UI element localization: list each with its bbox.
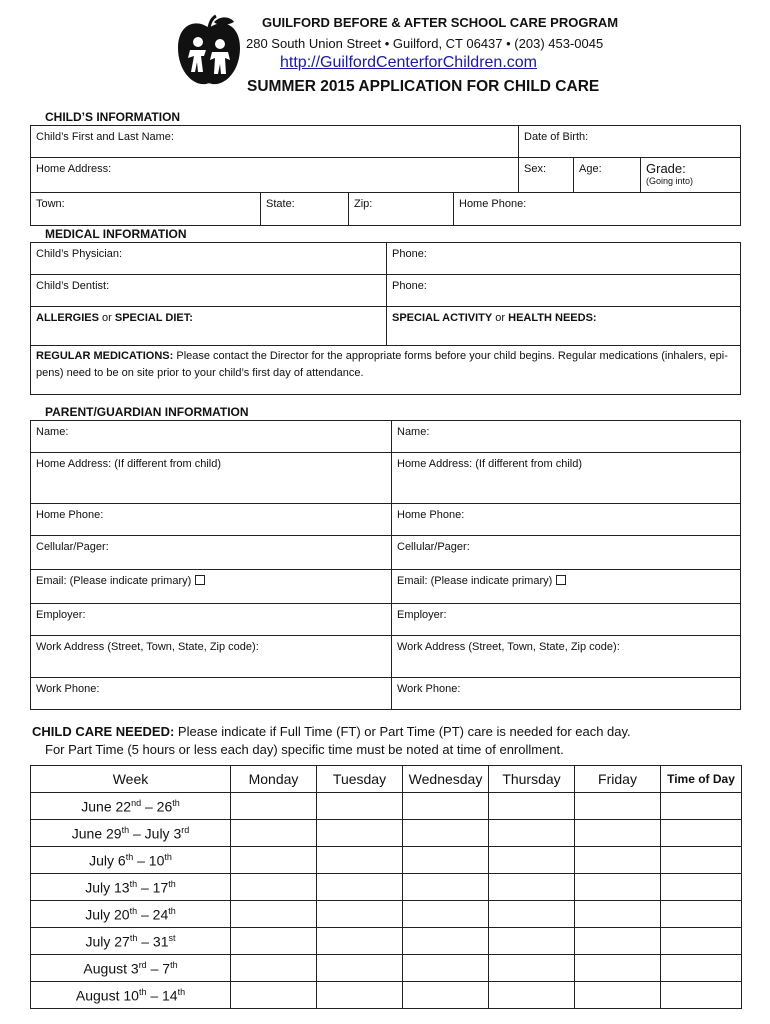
parent2-cell-label: Cellular/Pager: bbox=[397, 541, 470, 553]
age-field[interactable] bbox=[573, 157, 641, 193]
allergies-label: ALLERGIES bbox=[36, 312, 99, 324]
ordinal-suffix: rd bbox=[181, 824, 190, 835]
grade-field[interactable] bbox=[640, 157, 741, 193]
parent1-address-label: Home Address: (If different from child) bbox=[36, 458, 222, 470]
wednesday-cell[interactable] bbox=[403, 793, 489, 820]
friday-cell[interactable] bbox=[575, 928, 661, 955]
week-date-text: July 13 bbox=[85, 879, 130, 896]
parent1-name-field[interactable] bbox=[30, 420, 392, 453]
grade-label: Grade: bbox=[646, 161, 686, 176]
week-cell bbox=[31, 955, 231, 982]
state-label: State: bbox=[266, 198, 295, 210]
wednesday-header: Wednesday bbox=[403, 766, 489, 793]
table-row bbox=[31, 982, 742, 1009]
week-cell bbox=[31, 820, 231, 847]
ordinal-suffix: th bbox=[168, 878, 176, 889]
special-activity-field[interactable] bbox=[386, 306, 741, 346]
dentist-field[interactable] bbox=[30, 274, 387, 307]
week-date-text: July 27 bbox=[85, 933, 130, 950]
dob-label: Date of Birth: bbox=[524, 131, 589, 143]
care-needed-line1 bbox=[32, 724, 631, 739]
child-address-field[interactable] bbox=[30, 157, 519, 193]
friday-cell[interactable] bbox=[575, 793, 661, 820]
week-date-text: – July 3 bbox=[129, 825, 182, 842]
parent1-cell-label: Cellular/Pager: bbox=[36, 541, 109, 553]
tuesday-header: Tuesday bbox=[317, 766, 403, 793]
sex-field[interactable] bbox=[518, 157, 574, 193]
monday-header: Monday bbox=[231, 766, 317, 793]
town-label: Town: bbox=[36, 198, 65, 210]
parent2-work-phone-label: Work Phone: bbox=[397, 683, 461, 695]
allergies-or: or bbox=[98, 312, 115, 324]
parent1-email-field[interactable] bbox=[30, 569, 392, 604]
friday-cell[interactable] bbox=[575, 847, 661, 874]
wednesday-cell[interactable] bbox=[403, 928, 489, 955]
tuesday-cell[interactable] bbox=[317, 874, 403, 901]
parent2-name-label: Name: bbox=[397, 426, 430, 438]
ordinal-suffix: th bbox=[125, 851, 134, 862]
special-diet-label: SPECIAL DIET: bbox=[114, 312, 193, 324]
medical-info-heading: MEDICAL INFORMATION bbox=[45, 227, 187, 241]
org-address: 280 South Union Street • Guilford, CT 06437 • (203) 453-0045 bbox=[246, 36, 604, 51]
week-date-text: – 17 bbox=[137, 879, 169, 896]
state-field[interactable] bbox=[260, 192, 349, 226]
care-needed-heading: CHILD CARE NEEDED: bbox=[32, 724, 175, 739]
friday-cell[interactable] bbox=[575, 982, 661, 1009]
table-row bbox=[31, 874, 742, 901]
parent1-work-phone-field[interactable] bbox=[30, 677, 392, 710]
dentist-phone-field[interactable] bbox=[386, 274, 741, 307]
monday-cell[interactable] bbox=[231, 982, 317, 1009]
week-cell bbox=[31, 901, 231, 928]
thursday-cell[interactable] bbox=[489, 901, 575, 928]
monday-cell[interactable] bbox=[231, 874, 317, 901]
thursday-cell[interactable] bbox=[489, 820, 575, 847]
friday-header: Friday bbox=[575, 766, 661, 793]
parent2-employer-label: Employer: bbox=[397, 609, 447, 621]
grade-note: (Going into) bbox=[646, 176, 694, 186]
week-date-text: – 24 bbox=[137, 906, 169, 923]
regular-medications-label: REGULAR MEDICATIONS: bbox=[36, 350, 174, 362]
week-cell bbox=[31, 982, 231, 1009]
wednesday-cell[interactable] bbox=[403, 955, 489, 982]
parent1-work-phone-label: Work Phone: bbox=[36, 683, 100, 695]
physician-phone-field[interactable] bbox=[386, 242, 741, 275]
tuesday-cell[interactable] bbox=[317, 847, 403, 874]
age-label: Age: bbox=[579, 163, 602, 175]
tuesday-cell[interactable] bbox=[317, 793, 403, 820]
table-row bbox=[31, 928, 742, 955]
tuesday-cell[interactable] bbox=[317, 928, 403, 955]
parent1-employer-field[interactable] bbox=[30, 603, 392, 636]
apple-children-logo bbox=[176, 14, 242, 88]
ordinal-suffix: th bbox=[170, 959, 178, 970]
parent2-home-phone-field[interactable] bbox=[391, 503, 741, 536]
zip-label: Zip: bbox=[354, 198, 373, 210]
child-name-field[interactable] bbox=[30, 125, 519, 158]
week-date-text: – 7 bbox=[146, 960, 171, 977]
monday-cell[interactable] bbox=[231, 820, 317, 847]
parent2-work-address-label: Work Address (Street, Town, State, Zip code): bbox=[397, 641, 620, 653]
monday-cell[interactable] bbox=[231, 847, 317, 874]
care-needed-text1: Please indicate if Full Time (FT) or Part Time (PT) care is needed for each day. bbox=[174, 724, 631, 739]
parent2-work-address-field[interactable] bbox=[391, 635, 741, 678]
zip-field[interactable] bbox=[348, 192, 454, 226]
thursday-cell[interactable] bbox=[489, 874, 575, 901]
thursday-cell[interactable] bbox=[489, 847, 575, 874]
physician-label: Child’s Physician: bbox=[36, 248, 123, 260]
tuesday-cell[interactable] bbox=[317, 955, 403, 982]
week-cell bbox=[31, 793, 231, 820]
week-date-text: July 6 bbox=[89, 852, 126, 869]
ordinal-suffix: th bbox=[168, 905, 176, 916]
ordinal-suffix: nd bbox=[131, 797, 142, 808]
time-of-day-cell[interactable] bbox=[661, 847, 742, 874]
time-of-day-cell[interactable] bbox=[661, 874, 742, 901]
friday-cell[interactable] bbox=[575, 901, 661, 928]
time-of-day-cell[interactable] bbox=[661, 793, 742, 820]
time-of-day-cell[interactable] bbox=[661, 820, 742, 847]
website-link[interactable]: http://GuilfordCenterforChildren.com bbox=[280, 54, 537, 71]
parent2-name-field[interactable] bbox=[391, 420, 741, 453]
town-field[interactable] bbox=[30, 192, 261, 226]
dentist-label: Child’s Dentist: bbox=[36, 280, 110, 292]
friday-cell[interactable] bbox=[575, 874, 661, 901]
parent2-work-phone-field[interactable] bbox=[391, 677, 741, 710]
ordinal-suffix: rd bbox=[138, 959, 147, 970]
dentist-phone-label: Phone: bbox=[392, 280, 427, 292]
monday-cell[interactable] bbox=[231, 901, 317, 928]
ordinal-suffix: th bbox=[138, 986, 147, 997]
week-date-text: – 31 bbox=[137, 933, 169, 950]
parent1-address-field[interactable] bbox=[30, 452, 392, 504]
ordinal-suffix: th bbox=[129, 905, 138, 916]
thursday-cell[interactable] bbox=[489, 928, 575, 955]
parent1-home-phone-field[interactable] bbox=[30, 503, 392, 536]
time-of-day-header: Time of Day bbox=[661, 766, 742, 793]
child-name-label: Child’s First and Last Name: bbox=[36, 131, 174, 143]
thursday-cell[interactable] bbox=[489, 793, 575, 820]
activity-or: or bbox=[492, 312, 509, 324]
time-of-day-cell[interactable] bbox=[661, 982, 742, 1009]
parent-info-heading: PARENT/GUARDIAN INFORMATION bbox=[45, 405, 249, 419]
schedule-header-row bbox=[31, 766, 742, 793]
parent2-email-field[interactable] bbox=[391, 569, 741, 604]
wednesday-cell[interactable] bbox=[403, 901, 489, 928]
table-row bbox=[31, 901, 742, 928]
parent1-work-address-label: Work Address (Street, Town, State, Zip code): bbox=[36, 641, 259, 653]
friday-cell[interactable] bbox=[575, 955, 661, 982]
week-cell bbox=[31, 874, 231, 901]
parent1-email-label: Email: (Please indicate primary) bbox=[36, 575, 192, 587]
table-row bbox=[31, 847, 742, 874]
child-info-heading: CHILD’S INFORMATION bbox=[45, 110, 181, 124]
special-activity-label: SPECIAL ACTIVITY bbox=[392, 312, 493, 324]
org-name: GUILFORD BEFORE & AFTER SCHOOL CARE PROGRAM bbox=[262, 15, 619, 30]
week-date-text: July 20 bbox=[85, 906, 130, 923]
ordinal-suffix: th bbox=[129, 878, 138, 889]
health-needs-label: HEALTH NEEDS: bbox=[508, 312, 597, 324]
thursday-cell[interactable] bbox=[489, 982, 575, 1009]
thursday-cell[interactable] bbox=[489, 955, 575, 982]
ordinal-suffix: th bbox=[177, 986, 186, 997]
wednesday-cell[interactable] bbox=[403, 982, 489, 1009]
week-cell bbox=[31, 847, 231, 874]
wednesday-cell[interactable] bbox=[403, 874, 489, 901]
schedule-table bbox=[30, 765, 742, 1009]
parent2-email-label: Email: (Please indicate primary) bbox=[397, 575, 553, 587]
regular-medications-text: Please contact the Director for the appropriate forms before your child begins. Regular medications (inhalers, epi-pens) need to be on site prior to your child’s first day of attendance. bbox=[36, 350, 728, 379]
week-date-text: – 10 bbox=[133, 852, 165, 869]
parent1-primary-checkbox[interactable] bbox=[195, 575, 205, 585]
week-date-text: August 10 bbox=[75, 987, 139, 1004]
wednesday-cell[interactable] bbox=[403, 847, 489, 874]
tuesday-cell[interactable] bbox=[317, 982, 403, 1009]
parent1-name-label: Name: bbox=[36, 426, 69, 438]
monday-cell[interactable] bbox=[231, 955, 317, 982]
parent2-primary-checkbox[interactable] bbox=[556, 575, 566, 585]
ordinal-suffix: st bbox=[168, 932, 176, 943]
parent2-employer-field[interactable] bbox=[391, 603, 741, 636]
week-date-text: June 22 bbox=[81, 798, 132, 815]
week-date-text: August 3 bbox=[83, 960, 139, 977]
parent1-employer-label: Employer: bbox=[36, 609, 86, 621]
physician-field[interactable] bbox=[30, 242, 387, 275]
form-title: SUMMER 2015 APPLICATION FOR CHILD CARE bbox=[247, 78, 600, 95]
child-address-label: Home Address: bbox=[36, 163, 112, 175]
monday-cell[interactable] bbox=[231, 928, 317, 955]
tuesday-cell[interactable] bbox=[317, 820, 403, 847]
week-date-text: – 14 bbox=[146, 987, 178, 1004]
parent2-home-phone-label: Home Phone: bbox=[397, 509, 465, 521]
ordinal-suffix: th bbox=[164, 851, 172, 862]
table-row bbox=[31, 955, 742, 982]
parent2-address-label: Home Address: (If different from child) bbox=[397, 458, 583, 470]
time-of-day-cell[interactable] bbox=[661, 928, 742, 955]
table-row bbox=[31, 820, 742, 847]
child-home-phone-field[interactable] bbox=[453, 192, 741, 226]
week-date-text: June 29 bbox=[71, 825, 122, 842]
parent2-address-field[interactable] bbox=[391, 452, 741, 504]
parent1-cell-field[interactable] bbox=[30, 535, 392, 570]
tuesday-cell[interactable] bbox=[317, 901, 403, 928]
thursday-header: Thursday bbox=[489, 766, 575, 793]
time-of-day-cell[interactable] bbox=[661, 955, 742, 982]
child-home-phone-label: Home Phone: bbox=[459, 198, 527, 210]
ordinal-suffix: th bbox=[129, 932, 138, 943]
time-of-day-cell[interactable] bbox=[661, 901, 742, 928]
parent1-work-address-field[interactable] bbox=[30, 635, 392, 678]
dob-field[interactable] bbox=[518, 125, 741, 158]
table-row bbox=[31, 793, 742, 820]
physician-phone-label: Phone: bbox=[392, 248, 427, 260]
wednesday-cell[interactable] bbox=[403, 820, 489, 847]
monday-cell[interactable] bbox=[231, 793, 317, 820]
week-cell bbox=[31, 928, 231, 955]
parent2-cell-field[interactable] bbox=[391, 535, 741, 570]
ordinal-suffix: th bbox=[121, 824, 130, 835]
sex-label: Sex: bbox=[524, 163, 547, 175]
ordinal-suffix: th bbox=[172, 797, 180, 808]
friday-cell[interactable] bbox=[575, 820, 661, 847]
allergies-field[interactable] bbox=[30, 306, 387, 346]
parent1-home-phone-label: Home Phone: bbox=[36, 509, 104, 521]
care-needed-line2: For Part Time (5 hours or less each day) specific time must be noted at time of enrollment. bbox=[45, 742, 564, 757]
week-header: Week bbox=[31, 766, 231, 793]
week-date-text: – 26 bbox=[141, 798, 173, 815]
regular-medications-note bbox=[30, 345, 741, 395]
